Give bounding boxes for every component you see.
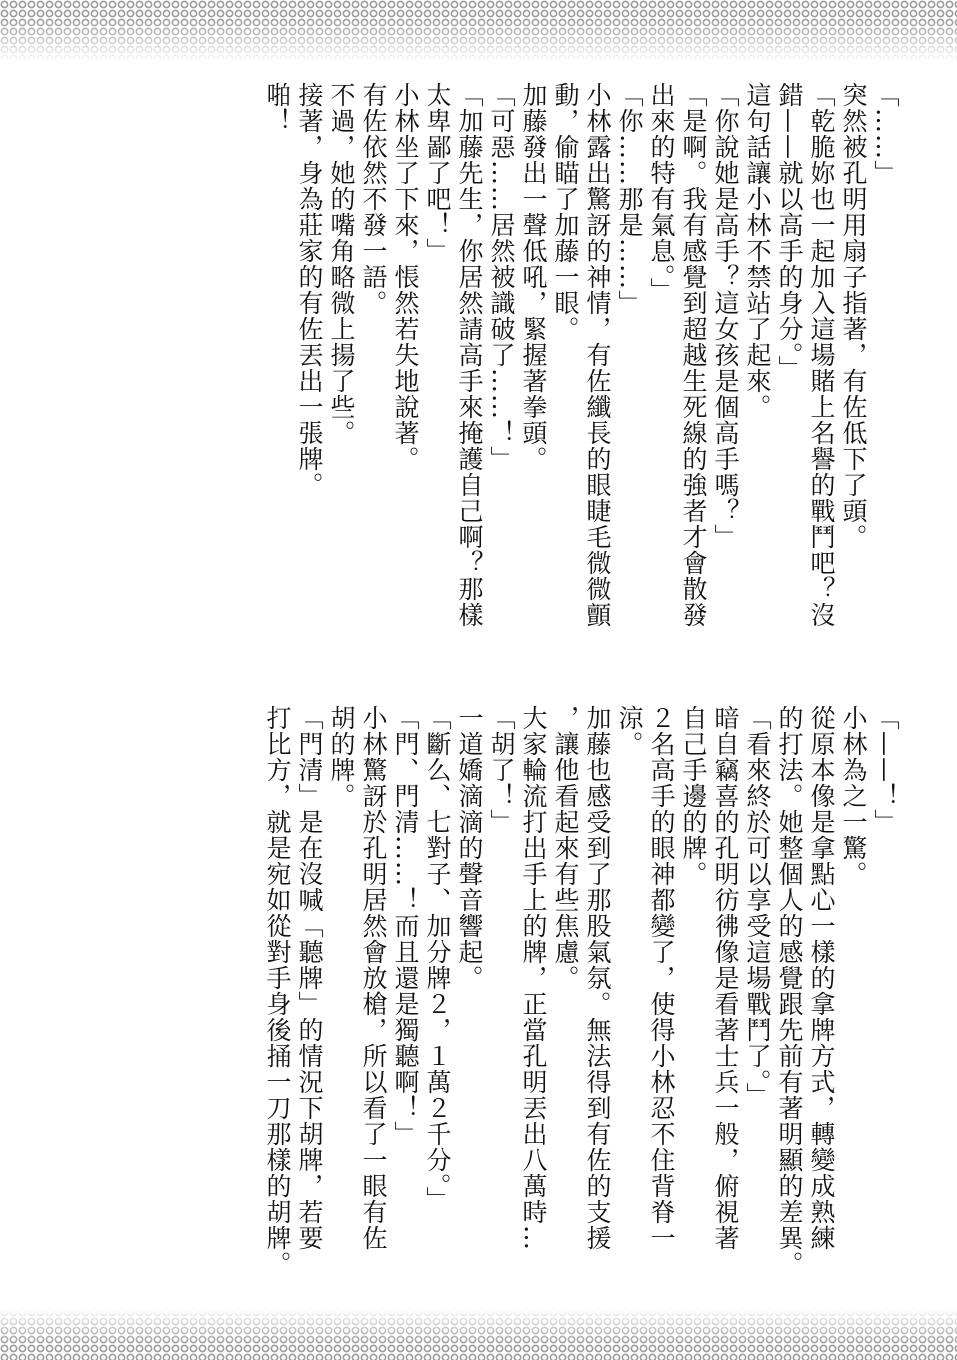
text-line: 「是啊。我有感覺到超越生死線的強者才會散發 (679, 82, 708, 628)
text-line: 「你……那是……」 (615, 82, 644, 316)
text-line: 暗自竊喜的孔明彷彿像是看著士兵一般，俯視著 (711, 705, 740, 1251)
text-line: 「你說她是高手？這女孩是個高手嗎？」 (711, 82, 740, 550)
text-line: 不過，她的嘴角略微上揚了些。 (327, 82, 356, 446)
text-line: 小林坐了下來，悵然若失地說著。 (391, 82, 420, 472)
text-line: 接著，身為莊家的有佐丟出一張牌。 (295, 82, 324, 498)
text-line: 「門清」是在沒喊「聽牌」的情況下胡牌，若要 (295, 705, 324, 1251)
text-line: 小林露出驚訝的神情，有佐纖長的眼睫毛微微顫 (583, 82, 612, 628)
upper-text-block (261, 82, 901, 702)
text-line: 加藤也感受到了那股氣氛。無法得到有佐的支援 (583, 705, 612, 1251)
text-line: 「加藤先生，你居然請高手來掩護自己啊？那樣 (455, 82, 484, 628)
lower-text-block (261, 705, 901, 1315)
text-line: 「乾脆妳也一起加入這場賭上名譽的戰鬥吧？沒 (807, 82, 836, 628)
text-line: ，讓他看起來有些焦慮。 (551, 705, 580, 991)
text-line: 的打法。她整個人的感覺跟先前有著明顯的差異。 (775, 705, 804, 1277)
top-dot-border (0, 0, 957, 62)
text-line: 突然被孔明用扇子指著，有佐低下了頭。 (839, 82, 868, 550)
text-line: 「胡了！」 (487, 705, 516, 835)
text-line: 小林驚訝於孔明居然會放槍，所以看了一眼有佐 (359, 705, 388, 1251)
text-line: 加藤發出一聲低吼，緊握著拳頭。 (519, 82, 548, 472)
text-line: 胡的牌。 (327, 705, 356, 809)
text-line: 這句話讓小林不禁站了起來。 (743, 82, 772, 420)
text-line: 出來的特有氣息。」 (647, 82, 676, 304)
text-line: 打比方，就是宛如從對手身後捅一刀那樣的胡牌。 (263, 705, 292, 1277)
text-line: 「——！」 (871, 705, 900, 835)
text-line: 「……」 (871, 82, 900, 186)
text-line: 小林為之一驚。 (839, 705, 868, 887)
text-line: 一道嬌滴滴的聲音響起。 (455, 705, 484, 991)
text-line: ２名高手的眼神都變了，使得小林忍不住背脊一 (647, 705, 676, 1251)
bottom-dot-border (0, 1308, 957, 1360)
text-line: 「可惡……居然被識破了……！」 (487, 82, 516, 472)
text-line: 大家輪流打出手上的牌，正當孔明丟出八萬時… (519, 705, 548, 1251)
text-line: 啪！ (263, 82, 292, 134)
text-line: 「斷么、七對子、加分牌２，１萬２千分。」 (423, 705, 452, 1213)
text-line: 動，偷瞄了加藤一眼。 (551, 82, 580, 342)
text-line: 自己手邊的牌。 (679, 705, 708, 887)
text-line: 涼。 (615, 705, 644, 757)
text-line: 有佐依然不發一語。 (359, 82, 388, 316)
text-line: 太卑鄙了吧！」 (423, 82, 452, 264)
text-line: 錯——就以高手的身分。」 (775, 82, 804, 382)
text-line: 「看來終於可以享受這場戰鬥了。」 (743, 705, 772, 1109)
text-line: 從原本像是拿點心一樣的拿牌方式，轉變成熟練 (807, 705, 836, 1251)
text-line: 「門、門清……！而且還是獨聽啊！」 (391, 705, 420, 1147)
